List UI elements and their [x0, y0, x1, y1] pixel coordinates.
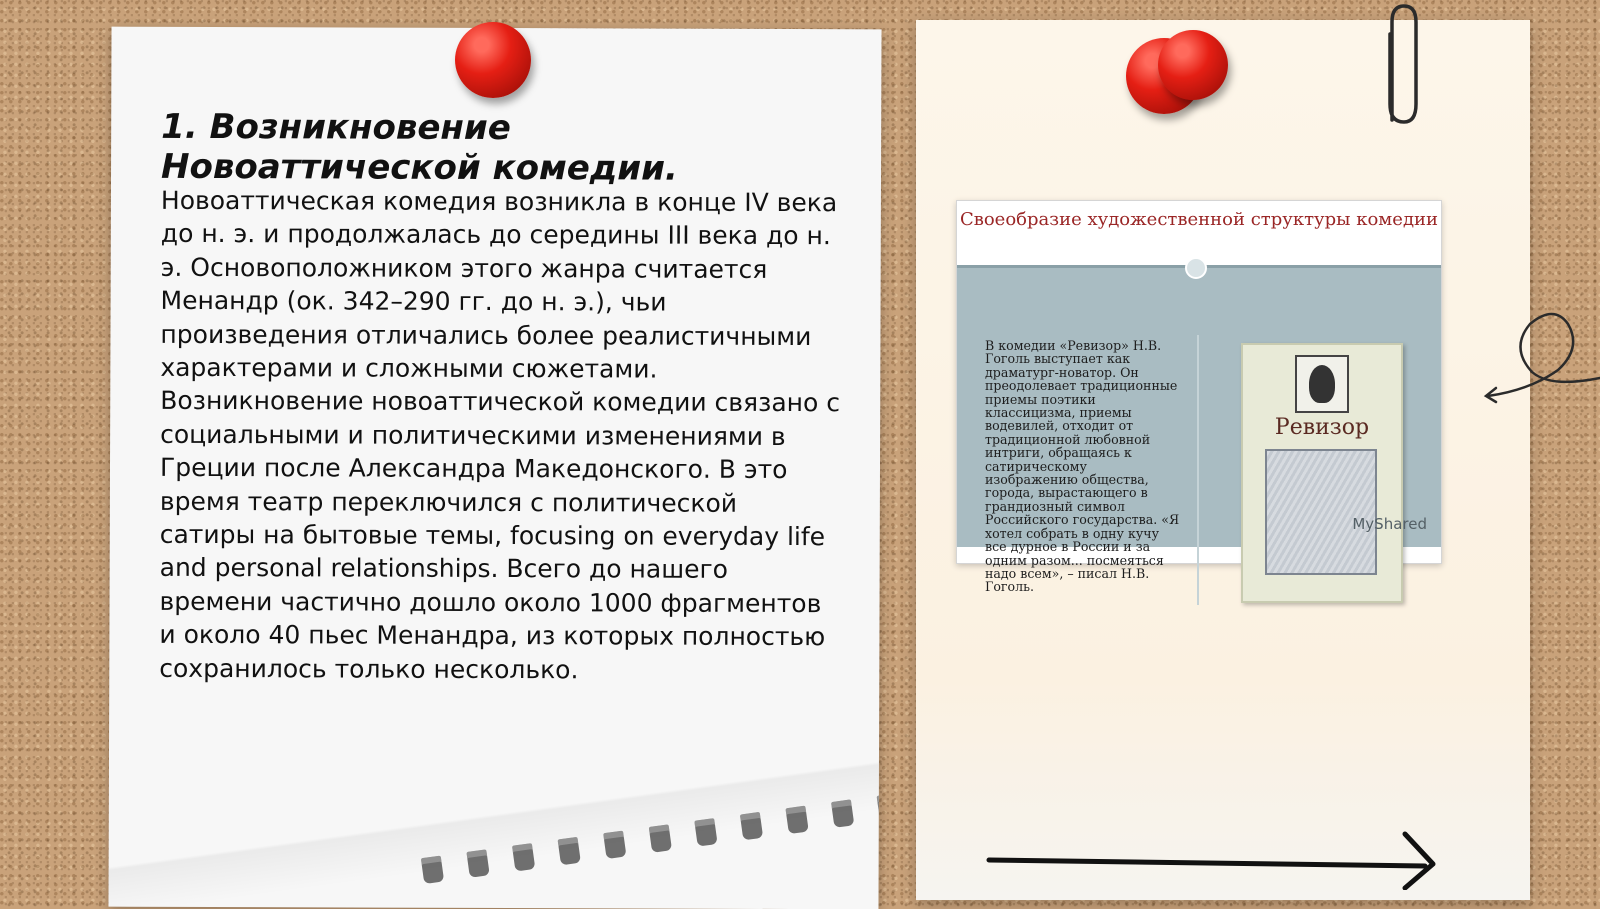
portrait-icon — [1295, 355, 1349, 413]
slide-ornament-circle — [1185, 257, 1207, 279]
note-body-text: Новоаттическая комедия возникла в конце IV века до н. э. и продолжалась до середины III века до н. э. Основоположником этого жанра считается Менандр (ок. 342–290 гг. до н. э.), чьи произведения отличались более реалистичными характерами и сложными сюжетами. Возникновение новоаттической комедии связано с социальными и политическими изменениями в Греции после Александра Македонского. В это время театр переключился с политической сатиры на бытовые темы, focusing on everyday life and personal relationships. Всего до нашего времени частично дошло около 1000 фрагментов и около 40 пьес Менандра, из которых полностью сохранилось только несколько. — [159, 185, 841, 684]
book-cover-title: Ревизор — [1274, 415, 1370, 440]
arrow-right-icon — [985, 826, 1445, 890]
red-pushpin-icon — [455, 22, 531, 98]
slide-image-panel — [957, 265, 1441, 595]
slide-image-body-text: В комедии «Ревизор» Н.В. Гоголь выступает как драматург-новатор. Он преодолевает традиционные приемы поэтики классицизма, приемы водевилей, отходит от традиционной любовной интриги, обращаясь к сатирическому изображению общества, города, вырастающего в грандиозный символ Российского государства. «Я хотел собрать в одну кучу все дурное в России и за одним разом... посмеяться надо всем», – писал Н.В. Гоголь. — [985, 338, 1180, 595]
paperclip-icon — [1380, 0, 1420, 128]
slide-image — [956, 200, 1442, 595]
book-cover-image — [1241, 343, 1403, 603]
slide-image-divider — [1197, 335, 1199, 605]
torn-perforation-strip — [415, 739, 882, 909]
red-pushpin-icon — [1158, 30, 1228, 100]
left-note-paper — [108, 27, 881, 909]
watermark-label: MyShared — [1352, 515, 1427, 533]
right-note-paper — [916, 20, 1530, 900]
loop-doodle-icon — [1470, 300, 1600, 420]
note-heading: 1. Возникновение Новоаттической комедии. — [160, 106, 678, 189]
slide-image-title: Своеобразие художественной структуры комедии — [959, 209, 1439, 230]
book-illustration — [1265, 449, 1377, 575]
